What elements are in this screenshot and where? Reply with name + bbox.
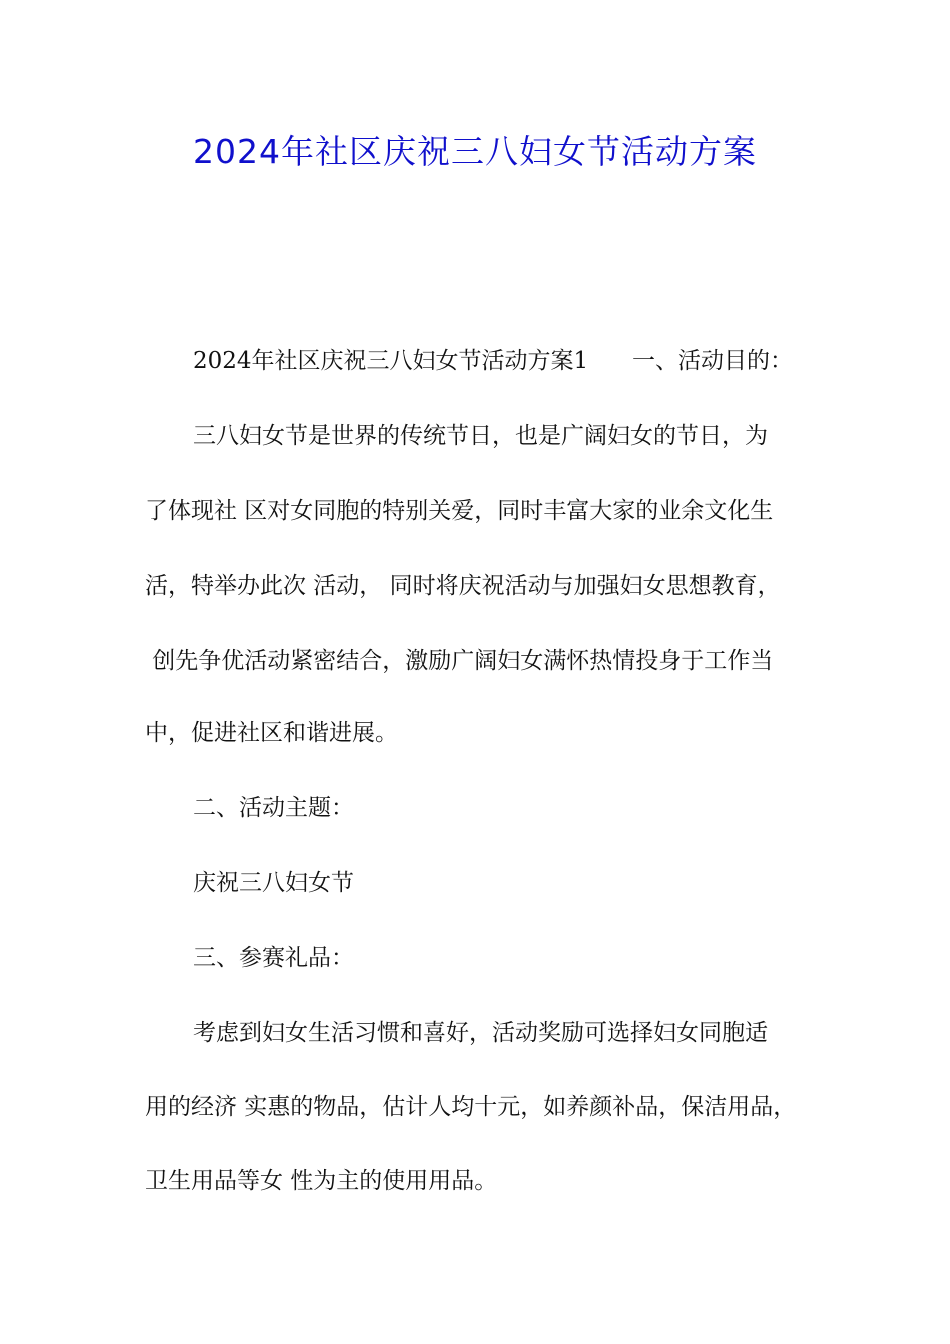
paragraph-line: 用的经济 实惠的物品，估计人均十元，如养颜补品，保洁用品， bbox=[145, 1094, 797, 1120]
paragraph-line: 庆祝三八妇女节 bbox=[193, 870, 354, 896]
paragraph-line: 创先争优活动紧密结合，激励广阔妇女满怀热情投身于工作当 bbox=[145, 648, 774, 674]
section-heading-theme: 二、活动主题： bbox=[193, 795, 354, 821]
paragraph-line: 考虑到妇女生活习惯和喜好，活动奖励可选择妇女同胞适 bbox=[193, 1020, 768, 1046]
paragraph-line: 了体现社 区对女同胞的特别关爱，同时丰富大家的业余文化生 bbox=[145, 498, 774, 524]
paragraph-line-intro: 2024年社区庆祝三八妇女节活动方案1 一、活动目的： bbox=[193, 348, 794, 374]
section-heading-prizes: 三、参赛礼品： bbox=[193, 945, 354, 971]
paragraph-line: 卫生用品等女 性为主的使用用品。 bbox=[145, 1168, 498, 1194]
paragraph-line: 中，促进社区和谐进展。 bbox=[145, 720, 398, 746]
paragraph-line: 活，特举办此次 活动， 同时将庆祝活动与加强妇女思想教育， bbox=[145, 573, 781, 599]
document-title: 2024年社区庆祝三八妇女节活动方案 bbox=[193, 132, 757, 171]
paragraph-line: 三八妇女节是世界的传统节日，也是广阔妇女的节日，为 bbox=[193, 423, 768, 449]
